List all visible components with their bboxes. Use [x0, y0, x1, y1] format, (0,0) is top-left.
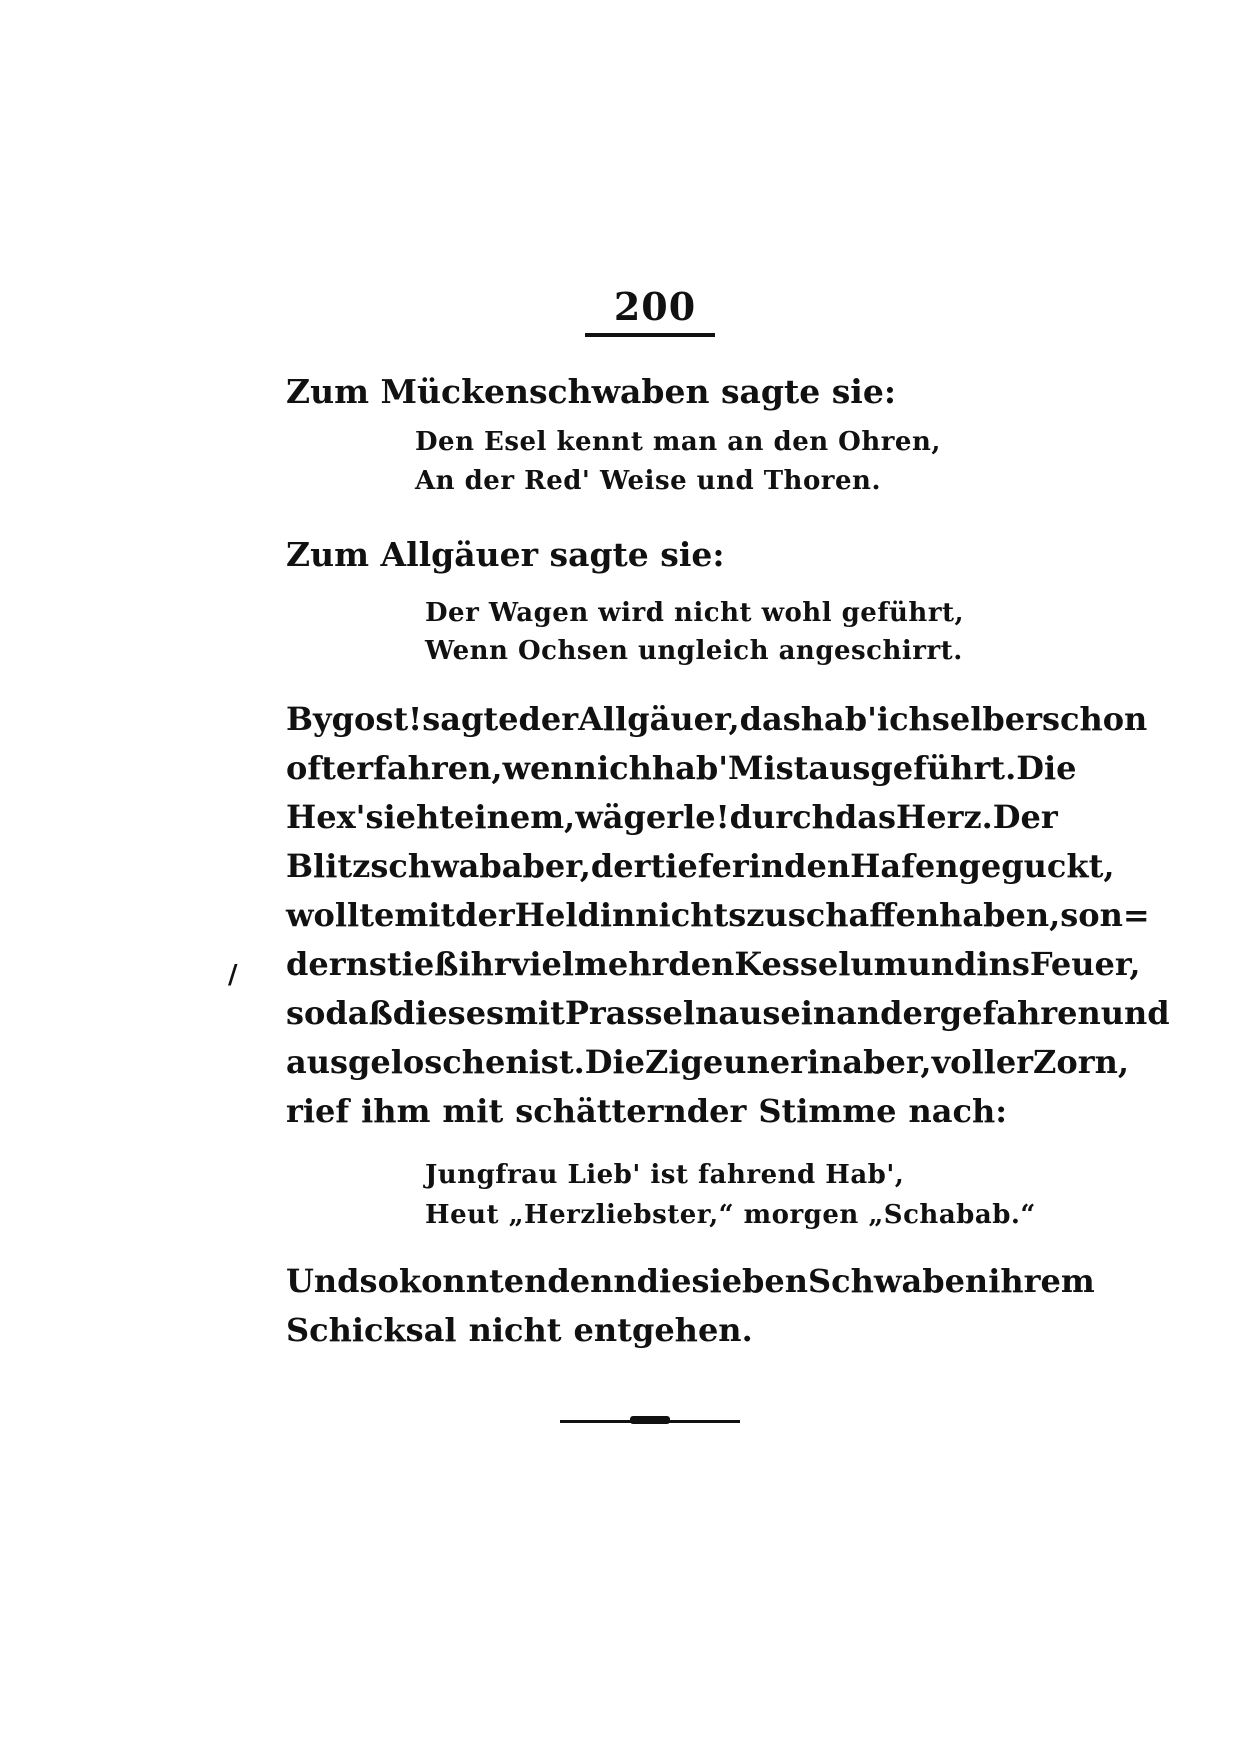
- prose-line: oft erfahren, wenn ich hab' Mist ausgeführt. Die: [286, 749, 1077, 787]
- verse-line: Jungfrau Lieb' ist fahrend Hab',: [425, 1160, 905, 1190]
- prose-line: Blitzschwab aber, der tiefer in den Hafen geguckt,: [286, 847, 1115, 885]
- prose-line: so daß dieses mit Prasseln auseinander gefahren und: [286, 994, 1170, 1032]
- page-number: 200: [613, 284, 697, 329]
- speech-intro-2: Zum Allgäuer sagte sie:: [286, 535, 725, 574]
- header-rule: [585, 333, 715, 337]
- prose-line: dern stieß ihr vielmehr den Kessel um und ins Feuer,: [286, 945, 1141, 983]
- prose-line: wollte mit der Heldin nichts zu schaffen haben, son=: [286, 896, 1150, 934]
- verse-line: Wenn Ochsen ungleich angeschirrt.: [425, 636, 963, 666]
- verse-line: Der Wagen wird nicht wohl geführt,: [425, 598, 965, 628]
- prose-line: Hex' sieht einem, wägerle! durch das Herz. Der: [286, 798, 1058, 836]
- prose-line: ausgeloschen ist. Die Zigeunerin aber, voller Zorn,: [286, 1043, 1129, 1081]
- verse-line: Den Esel kennt man an den Ohren,: [415, 427, 941, 457]
- footer-ornament: [630, 1416, 670, 1424]
- prose-line: rief ihm mit schätternder Stimme nach:: [286, 1092, 1008, 1130]
- speech-intro-1: Zum Mückenschwaben sagte sie:: [286, 372, 897, 411]
- prose-line: Und so konnten denn die sieben Schwaben ihrem: [286, 1262, 1095, 1300]
- verse-line: An der Red' Weise und Thoren.: [415, 466, 881, 496]
- margin-mark: /: [228, 960, 238, 990]
- prose-line: Bygost! sagte der Allgäuer, das hab' ich selber schon: [286, 700, 1148, 738]
- verse-line: Heut „Herzliebster,“ morgen „Schabab.“: [425, 1200, 1036, 1230]
- prose-line: Schicksal nicht entgehen.: [286, 1311, 753, 1349]
